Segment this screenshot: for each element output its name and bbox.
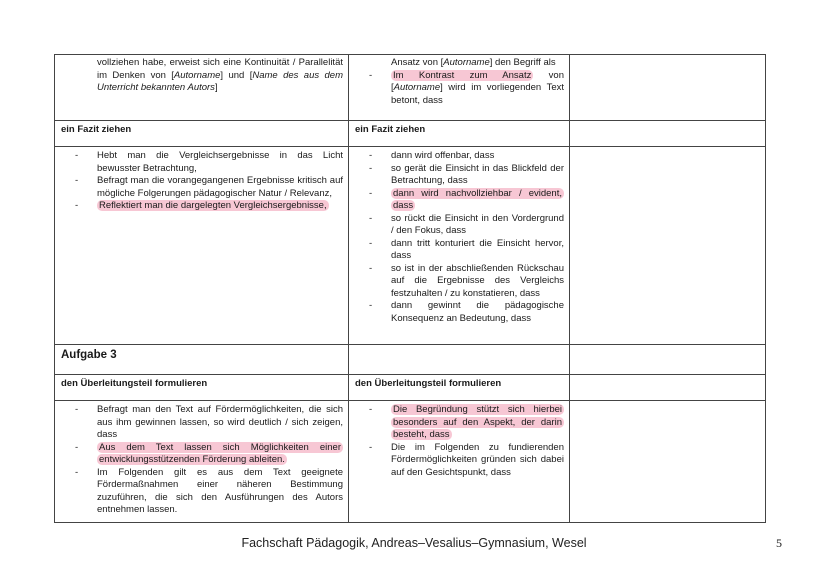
cell-right: [570, 401, 766, 523]
list-item: - Befragt man den Text auf Fördermöglichkeiten, die sich aus ihm gewinnen lassen, so wird deutlich / sich zeigen, dass: [75, 404, 343, 442]
cell-left: [55, 121, 349, 147]
cell-left: [55, 345, 349, 375]
table-row: [55, 345, 766, 375]
list-item: [75, 200, 343, 213]
list-item: [369, 188, 564, 213]
cell-left: [55, 401, 349, 523]
cell-left: [55, 375, 349, 401]
table-row: [55, 55, 766, 121]
task-heading: Aufgabe 3: [61, 349, 117, 361]
cell-middle: [349, 55, 570, 121]
table-row: [55, 401, 766, 523]
list-item: - so gerät die Einsicht in das Blickfeld der Betrachtung, dass: [369, 163, 564, 188]
section-heading: den Überleitungsteil formulieren: [61, 378, 208, 389]
section-heading: ein Fazit ziehen: [61, 124, 132, 135]
table-row: [55, 375, 766, 401]
list-item: [369, 404, 564, 442]
cell-right: [570, 345, 766, 375]
cell-middle: [349, 121, 570, 147]
list-item: - dann wird offenbar, dass: [369, 150, 564, 163]
cell-middle: [349, 345, 570, 375]
cell-middle: [349, 401, 570, 523]
list-item: - Befragt man die vorangegangenen Ergebnisse kritisch auf mögliche Folgerungen pädagogischer Natur / Relevanz,: [75, 175, 343, 200]
cell-left: [55, 147, 349, 345]
list-item: - so ist in der abschließenden Rückschau auf die Ergebnisse des Vergleichs festzuhalten / zu konstatieren, dass: [369, 263, 564, 301]
list-item: - so rückt die Einsicht in den Vordergrund / den Fokus, dass: [369, 213, 564, 238]
cell-right: [570, 55, 766, 121]
cell-right: [570, 121, 766, 147]
cell-right: [570, 375, 766, 401]
worksheet-table: [54, 54, 766, 523]
table-row: [55, 121, 766, 147]
list-item: - Im Kontrast zum Ansatz von [Autorname] wird im vorliegenden Text betont, dass: [369, 70, 564, 108]
cell-middle: [349, 375, 570, 401]
highlighted-text: Im Kontrast zum Ansatz: [393, 69, 532, 81]
list-item: [75, 442, 343, 467]
list-item: - Ansatz von [Autorname] den Begriff als: [369, 57, 564, 70]
cell-left: [55, 55, 349, 121]
highlighted-text: Reflektiert man die dargelegten Vergleichsergebnisse,: [99, 200, 327, 211]
list-item: - Im Folgenden gilt es aus dem Text geeignete Fördermaßnahmen einer näheren Bestimmung zuzuführen, die sich den Ausführungen des Autors entnehmen lassen.: [75, 467, 343, 517]
page-number: 5: [776, 536, 782, 550]
list-item: - Die im Folgenden zu fundierenden Fördermöglichkeiten gründen sich dabei auf den Gesichtspunkt, dass: [369, 442, 564, 480]
highlighted-text: Die Begründung stützt sich hierbei besonders auf den Aspekt, der darin besteht, dass: [393, 404, 562, 440]
table-row: [55, 147, 766, 345]
list-item: - dann gewinnt die pädagogische Konsequenz an Bedeutung, dass: [369, 300, 564, 325]
section-heading: den Überleitungsteil formulieren: [355, 378, 502, 389]
page-footer: Fachschaft Pädagogik, Andreas–Vesalius–Gymnasium, Wesel: [241, 536, 587, 550]
highlighted-text: dann wird nachvollziehbar / evident, dass: [393, 187, 562, 211]
list-item: - dann tritt konturiert die Einsicht hervor, dass: [369, 238, 564, 263]
list-item: - Hebt man die Vergleichsergebnisse in das Licht bewusster Betrachtung,: [75, 150, 343, 175]
list-item: vollziehen habe, erweist sich eine Kontinuität / Parallelität im Denken von [Autorname] und [Name des aus dem Unterricht bekannten Autors]: [97, 57, 343, 93]
section-heading: ein Fazit ziehen: [355, 124, 426, 135]
highlighted-text: Aus dem Text lassen sich Möglichkeiten einer entwicklungsstützenden Förderung ableiten.: [99, 441, 341, 465]
cell-right: [570, 147, 766, 345]
cell-middle: [349, 147, 570, 345]
